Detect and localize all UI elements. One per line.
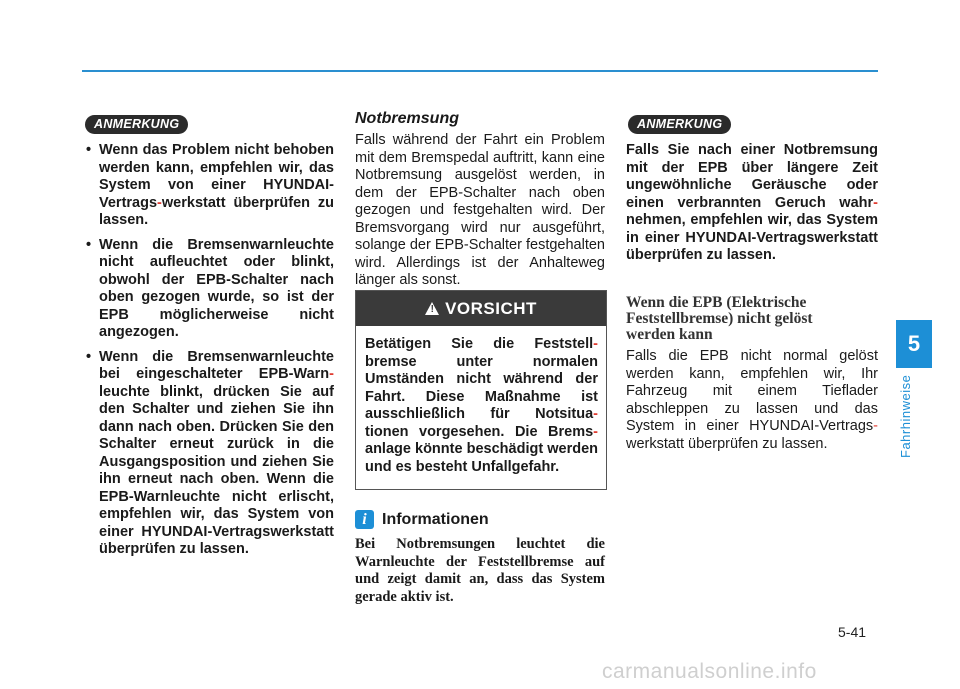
- info-icon: i: [355, 510, 374, 529]
- list-item: • Wenn die Bremsenwarnleuchte bei eingeschalteter EPB-Warn-leuchte blinkt, drücken Sie auf den Schalter und ziehen Sie ihn dann nach oben. Drücken Sie den Schalter erneut zurück in die Ausgangsposition und ziehen Sie ihn erneut nach oben. Wenn die EPB-Warnleuchte nicht erlischt, empfehlen wir, das System von einer HYUNDAI-Vertragswerkstatt überprüfen zu lassen.: [86, 348, 334, 557]
- chapter-tab: 5: [896, 320, 932, 368]
- note-text: Falls Sie nach einer Notbremsung mit der EPB über längere Zeit ungewöhnliche Geräusche oder einen verbrannten Geruch wahr-nehmen, empfehlen wir, das System in einer HYUNDAI-Vertragswerkstatt überprüfen zu lassen.: [626, 142, 878, 263]
- page-number: 5-41: [838, 624, 867, 640]
- header-rule: [82, 70, 878, 72]
- caution-text: Betätigen Sie die Feststell-bremse unter normalen Umständen nicht während der Fahrt. Diese Maßnahme ist ausschließlich für Notsitua-tionen vorgesehen. Die Brems-anlage könnte beschädigt werden und es besteht Unfallgefahr.: [365, 336, 598, 475]
- caution-header: [356, 291, 606, 326]
- caution-box: [355, 290, 607, 490]
- epb-release-text: Falls die EPB nicht normal gelöst werden kann, empfehlen wir, Ihr Fahrzeug mit einem Tieflader abschleppen zu lassen und das System in einer HYUNDAI-Vertrags-werkstatt überprüfen zu lassen.: [626, 348, 878, 452]
- section-title: Notbremsung: [355, 110, 459, 127]
- column-left: [82, 142, 334, 566]
- column-middle: [355, 110, 605, 290]
- epb-heading: Wenn die EPB (Elektrische Feststellbremse) nicht gelöst werden kann: [626, 294, 813, 343]
- list-item: • Wenn das Problem nicht behoben werden kann, empfehlen wir, das System von einer HYUNDAI-Vertrags-werkstatt überprüfen zu lassen.: [86, 142, 334, 228]
- note-badge: ANMERKUNG: [85, 115, 188, 134]
- emergency-brake-text: Falls während der Fahrt ein Problem mit dem Bremspedal auftritt, kann eine Notbremsung ausgelöst werden, in dem der EPB-Schalter nach oben gezogen und festgehalten wird. Der Bremsvorgang wird nur ausgeführt, solange der EPB-Schalter festgehalten wird. Allerdings ist der Anhalteweg länger als sonst.: [355, 132, 605, 288]
- list-item: • Wenn die Bremsenwarnleuchte nicht aufleuchtet oder blinkt, obwohl der EPB-Schalter nach oben gezogen wurde, so ist der EPB möglicherweise nicht angezogen.: [86, 236, 334, 340]
- warning-triangle-icon: !: [425, 302, 439, 315]
- info-header: [355, 510, 489, 529]
- info-text: Bei Notbremsungen leuchtet die Warnleuchte der Feststellbremse auf und zeigt damit an, dass das System gerade aktiv ist.: [355, 536, 605, 605]
- watermark: carmanualsonline.info: [602, 660, 817, 683]
- info-title: Informationen: [382, 510, 489, 528]
- note-bullet-list: [82, 142, 334, 559]
- caution-label: VORSICHT: [445, 298, 537, 318]
- note-badge: ANMERKUNG: [628, 115, 731, 134]
- chapter-label: Fahrhinweise: [898, 374, 913, 458]
